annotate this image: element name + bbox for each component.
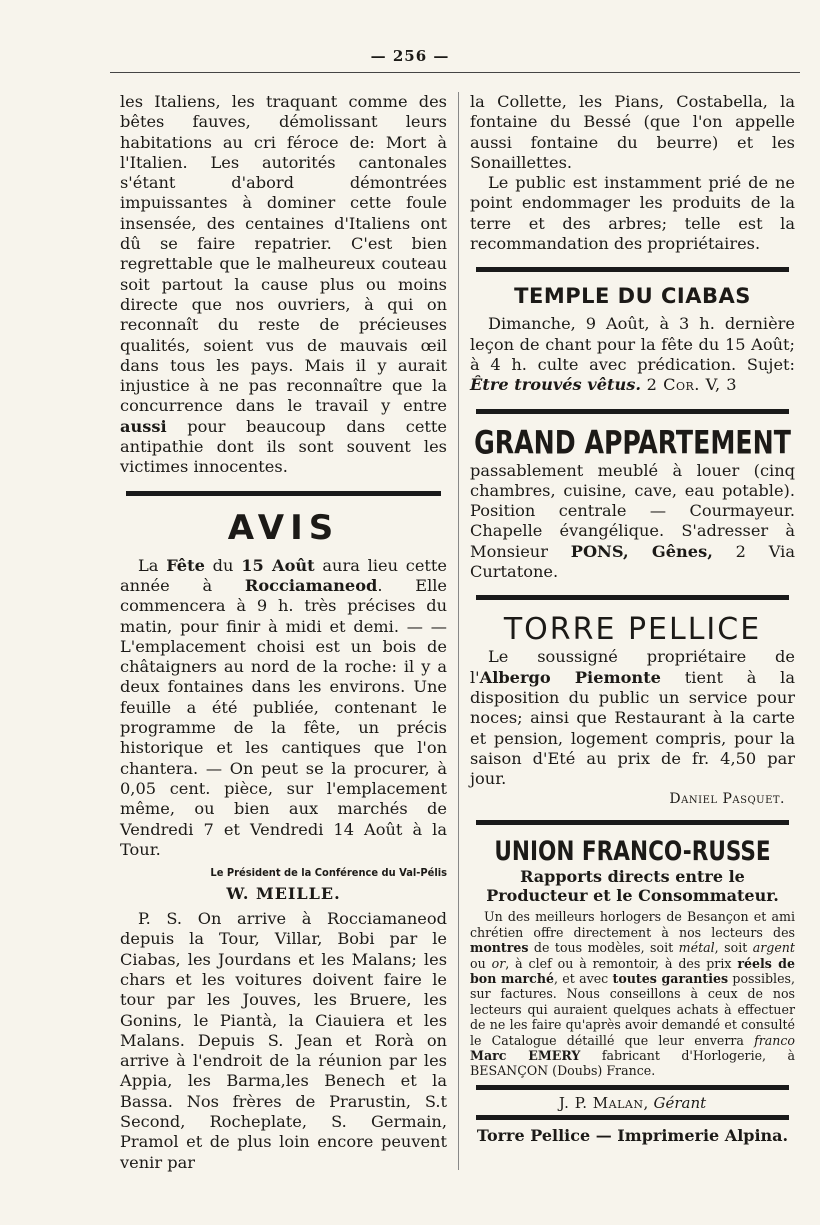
union-emph: réels de bon marché: [470, 955, 795, 987]
president-title: Le Président de la Conférence du Val-Pélis: [210, 866, 447, 880]
temple-paragraph: [470, 314, 795, 395]
intro-text-end: pour beaucoup dans cette antipathie dont ils sont souvent les victimes innocentes.: [120, 416, 447, 477]
union-text: possibles, sur factures. Nous conseillons à ceux de nos lecteurs qui auraient quelques achats à effectuer de ne les faire qu'après avoir demandé et consulté le Catalogue détaillé que leur enverra: [470, 971, 796, 1048]
president-name: W. MEILLE.: [226, 884, 341, 904]
union-text: de tous modèles, soit: [528, 940, 679, 956]
union-emph: argent: [752, 940, 795, 956]
page-number: — 256 —: [370, 47, 450, 65]
union-emph: franco: [754, 1032, 795, 1048]
union-text-end: fabricant d'Horlogerie, à BESANÇON (Doubs) France.: [470, 1048, 795, 1079]
column-divider: [458, 92, 459, 1170]
public-paragraph: Le public est instamment prié de ne point endommager les produits de la terre et des arbres; telle est la recommandation des propriétaires.: [470, 173, 795, 254]
gerant-name: J. P. Malan,: [558, 1093, 649, 1112]
union-text: ou: [470, 955, 492, 971]
intro-emphasis: aussi: [120, 416, 167, 436]
union-text: , soit: [714, 940, 753, 956]
union-emph: toutes garanties: [612, 971, 729, 987]
avis-text: aura lieu cette année à: [120, 555, 448, 595]
left-column: [120, 92, 447, 1173]
avis-text: . Elle commencera à 9 h. très précises du matin, pour finir à midi et demi. — — L'emplacement choisi est un bois de châtaigners au nord de la roche: il y a deux fontaines dans les environs. Une feuille a été publiée, contenant le programme de la fête, un précis historique et les cantiques que l'on chantera. — On peut se la procurer, à 0,05 cent. pièce, sur l'emplacement même, ou bien aux marchés de Vendredi 7 et Vendredi 14 Août à la Tour.: [120, 575, 447, 859]
intro-text: les Italiens, les traquant comme des bêtes fauves, démolissant leurs habitations au cri féroce de: Mort à l'Italien. Les autorités cantonales s'étant d'abord démontrées impuissantes à dominer cette foule insensée, des centaines d'Italiens ont dû se faire repatrier. C'est bien regrettable que le malheureux couteau soit partout la cause plus ou moins directe que nos ouvriers, à qui on reconnaît du reste de précieuses qualités, soient vus de mauvais œil dans tous les pays. Mais il y aurait injustice à ne pas reconnaître que la concurrence dans le travail y entre: [120, 92, 447, 416]
torre-paragraph: [470, 647, 795, 789]
grand-contact: PONS, Gênes,: [570, 541, 713, 561]
avis-heading: AVIS: [227, 507, 340, 548]
grand-text: passablement meublé à louer (cinq chambres, cuisine, cave, eau potable). Position centrale — Courmayeur. Chapelle évangélique. S'adresser à Monsieur: [470, 460, 795, 561]
section-rule: [476, 1085, 789, 1090]
union-text: , à clef ou à remontoir, à des prix: [505, 955, 738, 971]
temple-reference: 2 Cor. V, 3: [641, 375, 738, 395]
gerant-line: [470, 1094, 795, 1112]
union-emph: Marc EMERY: [470, 1048, 581, 1064]
section-rule: [476, 409, 789, 414]
grand-text-end: 2 Via Curtatone.: [470, 541, 795, 582]
union-emph: métal: [678, 940, 715, 956]
avis-fete: Fête: [166, 555, 205, 575]
union-text: , et avec: [554, 971, 613, 987]
section-rule: [476, 1115, 789, 1120]
temple-subject-label: Sujet:: [746, 354, 795, 374]
gerant-title: Gérant: [648, 1093, 707, 1112]
torre-signature: Daniel Pasquet.: [669, 791, 785, 808]
avis-place: Rocciamaneod: [244, 575, 378, 595]
avis-text: La: [138, 555, 167, 575]
union-subtitle: Rapports directs entre le Producteur et le Consommateur.: [486, 867, 779, 906]
union-emph: or: [491, 955, 506, 971]
ps-paragraph: P. S. On arrive à Rocciamaneod depuis la Tour, Villar, Bobi par le Ciabas, les Jourdans et les Malans; les chars et les voitures doivent faire le tour par les Jouves, les Bruere, les Gonins, le Piantà, la Ciauiera et les Malans. Depuis S. Jean et Rorà on arrive à l'endroit de la réunion par les Appia, les Barma,les Benech et la Bassa. Nos frères de Prarustin, S.t Second, Rocheplate, S. Germain, Pramol et de plus loin encore peuvent venir par: [120, 909, 447, 1172]
torre-hotel: Albergo Piemonte: [479, 667, 661, 687]
torre-pellice-heading: TORRE PELLICE: [503, 612, 762, 648]
torre-text-end: tient à la disposition du public un service pour noces; ainsi que Restaurant à la carte et pension, logement compris, pour la saison d'Eté au prix de fr. 4,50 par jour.: [470, 667, 796, 789]
avis-paragraph: [120, 556, 447, 860]
imprimerie-line: Torre Pellice — Imprimerie Alpina.: [476, 1125, 789, 1145]
header-rule: [110, 72, 800, 73]
intro-paragraph: [120, 92, 447, 478]
section-rule: [126, 491, 441, 496]
grand-appartement-heading: GRAND APPARTEMENT: [474, 423, 791, 462]
union-emph: montres: [470, 940, 529, 956]
right-column: [470, 92, 795, 1145]
temple-subject: Être trouvés vêtus.: [470, 375, 642, 395]
union-paragraph: [470, 909, 795, 1078]
avis-date: 15 Août: [241, 555, 315, 575]
section-rule: [476, 820, 789, 825]
temple-heading: TEMPLE DU CIABAS: [514, 284, 751, 309]
union-heading: UNION FRANCO-RUSSE: [494, 836, 771, 867]
section-rule: [476, 267, 789, 272]
union-text: Un des meilleurs horlogers de Besançon et ami chrétien offre directement à nos lecteurs des: [470, 909, 795, 940]
avis-text: du: [204, 555, 242, 575]
section-rule: [476, 595, 789, 600]
temple-text: Dimanche, 9 Août, à 3 h. dernière leçon de chant pour la fête du 15 Août; à 4 h. culte avec prédication.: [470, 314, 795, 374]
torre-text: Le soussigné propriétaire de l': [470, 647, 795, 687]
grand-paragraph: [470, 461, 795, 583]
continuation-paragraph: la Collette, les Pians, Costabella, la fontaine du Bessé (que l'on appelle aussi fontaine du beurre) et les Sonaillettes.: [470, 92, 795, 172]
